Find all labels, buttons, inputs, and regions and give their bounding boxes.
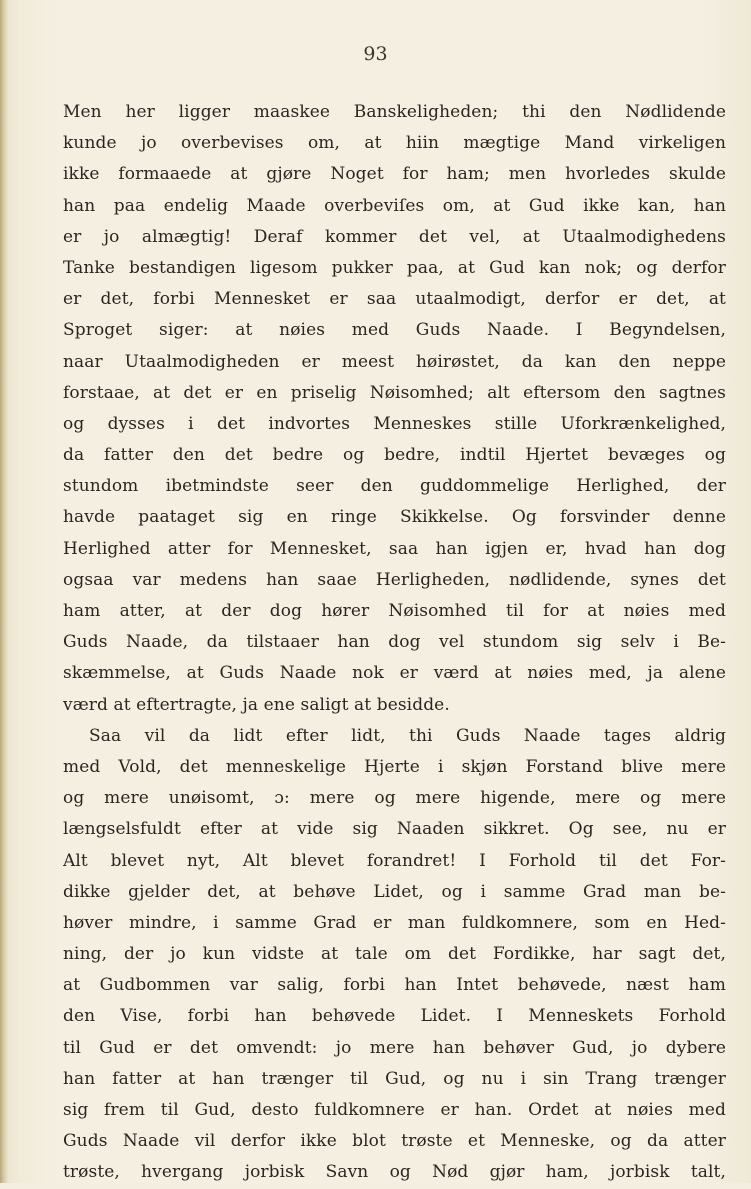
text-line: længselsfuldt efter at vide sig Naaden sikkret. Og see, nu er [63,819,726,840]
text-line: og mere unøisomt, ɔ: mere og mere higende, mere og mere [63,788,726,809]
page-number: 93 [363,43,388,65]
text-line: høver mindre, i samme Grad er man fuldkomnere, som en Hed- [63,912,726,933]
text-line: dikke gjelder det, at behøve Lidet, og i samme Grad man be- [63,881,726,902]
text-line: forstaae, at det er en priselig Nøisomhed; alt eftersom den sagtnes [63,382,726,403]
text-line: stundom ibetmindste seer den guddommelige Herlighed, der [63,476,726,497]
text-line: han paa endelig Maade overbeviſes om, at Gud ikke kan, han [63,195,726,216]
text-line: værd at eftertragte, ja ene saligt at besidde. [63,694,450,715]
page-binding-edge [0,0,8,1183]
text-line: Tanke bestandigen ligesom pukker paa, at Gud kan nok; og derfor [63,257,726,278]
text-line: ikke formaaede at gjøre Noget for ham; men hvorledes skulde [63,164,726,185]
text-line: naar Utaalmodigheden er meest høirøstet, da kan den neppe [63,351,726,372]
text-line: ham atter, at der dog hører Nøisomhed til for at nøies med [63,601,726,621]
text-line: til Gud er det omvendt: jo mere han behøver Gud, jo dybere [63,1037,726,1058]
text-line: ning, der jo kun vidste at tale om det Fordikke, har sagt det, [63,944,726,965]
body-text [63,97,726,1189]
text-line: med Vold, det menneskelige Hjerte i skjøn Forstand blive mere [63,756,726,777]
text-line: Saa vil da lidt efter lidt, thi Guds Naade tages aldrig [89,725,726,746]
text-line: er jo almægtig! Deraf kommer det vel, at Utaalmodighedens [63,226,726,247]
text-line: havde paataget sig en ringe Skikkelse. Og forsvinder denne [63,507,726,528]
text-line: ogsaa var medens han saae Herligheden, nødlidende, synes det [63,569,726,590]
text-line: og dysses i det indvortes Menneskes stille Uforkrænkelighed, [63,413,726,434]
text-line: Guds Naade vil derfor ikke blot trøste et Menneske, og da atter [63,1131,726,1152]
text-line: sig frem til Gud, desto fuldkomnere er han. Ordet at nøies med [63,1100,726,1120]
text-line: at Gudbommen var salig, forbi han Intet behøvede, næst ham [63,975,726,996]
text-line: Herlighed atter for Mennesket, saa han igjen er, hvad han dog [63,538,726,559]
text-line: er det, forbi Mennesket er saa utaalmodigt, derfor er det, at [63,289,726,310]
text-line: Sproget siger: at nøies med Guds Naade. I Begyndelsen, [63,320,726,341]
text-line: den Vise, forbi han behøvede Lidet. I Menneskets Forhold [63,1006,726,1027]
text-line: Guds Naade, da tilstaaer han dog vel stundom sig selv i Be- [63,632,726,653]
text-line: skæmmelse, at Guds Naade nok er værd at nøies med, ja alene [63,663,726,684]
text-line: da fatter den det bedre og bedre, indtil Hjertet bevæges og [63,445,726,466]
text-line: kunde jo overbevises om, at hiin mægtige Mand virkeligen [63,133,726,154]
text-line: trøste, hvergang jorbisk Savn og Nød gjør ham, jorbisk talt, [63,1162,726,1183]
text-line: Alt blevet nyt, Alt blevet forandret! I Forhold til det For- [63,850,726,871]
text-line: Men her ligger maaskee Banskeligheden; thi den Nødlidende [63,102,726,122]
text-line: han fatter at han trænger til Gud, og nu i sin Trang trænger [63,1068,726,1089]
